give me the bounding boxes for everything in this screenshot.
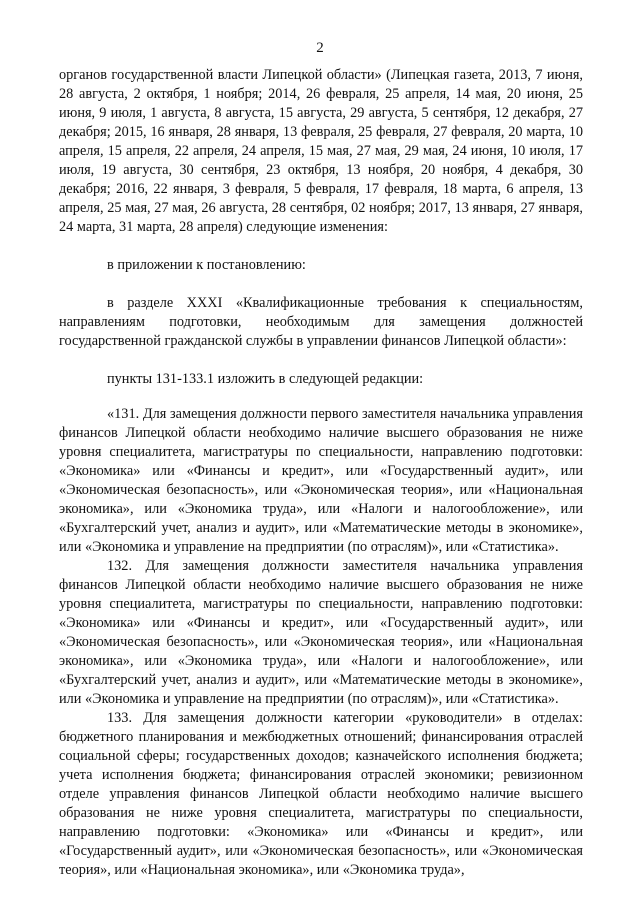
paragraph-items-intro: пункты 131-133.1 изложить в следующей редакции: [107, 371, 424, 387]
page-number: 2 [316, 40, 324, 56]
paragraph-appendix-intro: в приложении к постановлению: [107, 257, 306, 273]
document-body [59, 66, 583, 880]
paragraph-item-132: 132. Для замещения должности заместителя начальника управления финансов Липецкой области необходимо наличие высшего образования не ниже уровня специалитета, магистратуры по специальности, направлению подготовки: «Экономика» или «Финансы и кредит», или «Государственный аудит», или «Экономическая безопасность», или «Экономическая теория», или «Национальная экономика», или «Экономика труда», или «Налоги и налогообложение», или «Бухгалтерский учет, анализ и аудит», или «Математические методы в экономике», или «Экономика и управление на предприятии (по отраслям)», или «Статистика». [59, 558, 583, 707]
paragraph-item-133: 133. Для замещения должности категории «руководители» в отделах: бюджетного планирования и межбюджетных отношений; финансирования отраслей социальной сферы; государственных доходов; казначейского исполнения бюджета; учета исполнения бюджета; финансирования отраслей экономики; ревизионном отделе управления финансов Липецкой области необходимо наличие высшего образования не ниже уровня специалитета, магистратуры по специальности, направлению подготовки: «Экономика» или «Финансы и кредит», или «Государственный аудит», или «Экономическая безопасность», или «Экономическая теория», или «Национальная экономика», или «Экономика труда», [59, 710, 583, 878]
paragraph-item-131: «131. Для замещения должности первого заместителя начальника управления финансов Липецкой области необходимо наличие высшего образования не ниже уровня специалитета, магистратуры по специальности, направлению подготовки: «Экономика» или «Финансы и кредит», или «Государственный аудит», или «Экономическая безопасность», или «Экономическая теория», или «Национальная экономика», или «Экономика труда», или «Налоги и налогообложение», или «Бухгалтерский учет, анализ и аудит», или «Математические методы в экономике», или «Экономика и управление на предприятии (по отраслям)», или «Статистика». [59, 406, 583, 555]
paragraph-amendment-sources: органов государственной власти Липецкой области» (Липецкая газета, 2013, 7 июня, 28 августа, 2 октября, 1 ноября; 2014, 26 февраля, 25 апреля, 14 мая, 20 июня, 25 июня, 9 июля, 1 августа, 8 августа, 15 августа, 29 августа, 5 сентября, 12 декабря, 27 декабря; 2015, 16 января, 28 января, 13 февраля, 25 февраля, 27 февраля, 20 марта, 10 апреля, 15 апреля, 22 апреля, 24 апреля, 15 мая, 27 мая, 29 мая, 24 июня, 10 июля, 17 июля, 19 августа, 30 сентября, 23 октября, 13 ноября, 20 ноября, 4 декабря, 30 декабря; 2016, 22 января, 3 февраля, 5 февраля, 17 февраля, 18 марта, 6 апреля, 13 апреля, 25 мая, 27 мая, 26 августа, 28 сентября, 02 ноября; 2017, 13 января, 27 января, 24 марта, 31 марта, 28 апреля) следующие изменения: [59, 67, 583, 235]
paragraph-section-xxxi: в разделе XXXI «Квалификационные требования к специальностям, направлениям подготовки, необходимым для замещения должностей государственной гражданской службы в управлении финансов Липецкой области»: [59, 295, 583, 349]
